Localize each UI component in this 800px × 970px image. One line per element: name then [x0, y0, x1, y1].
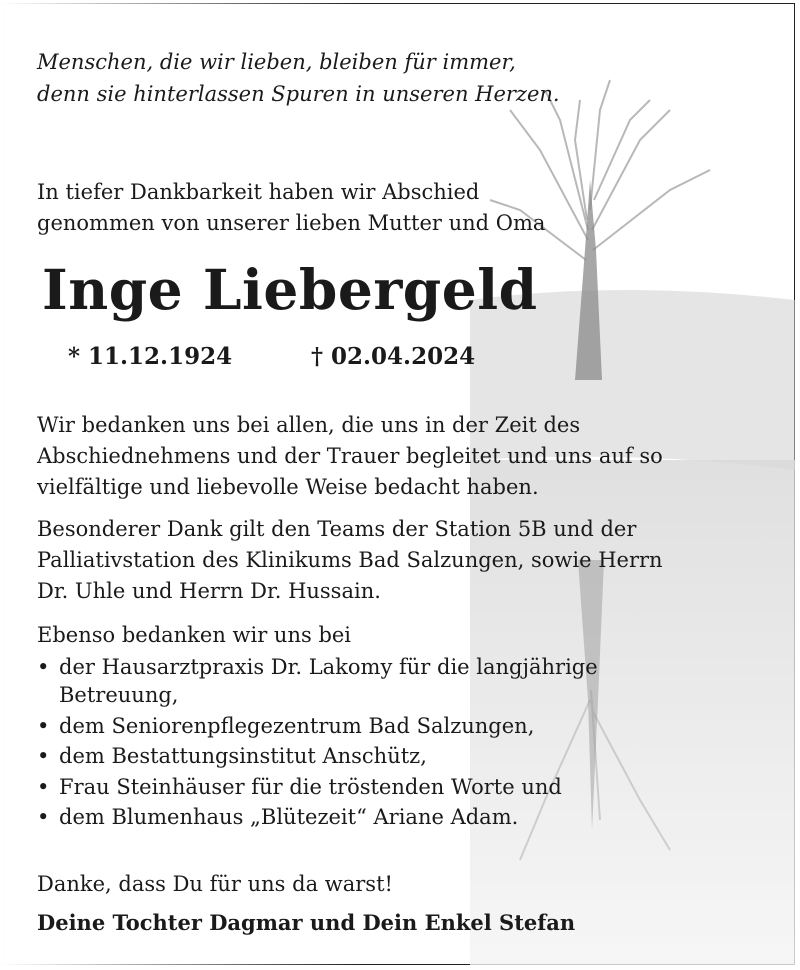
also-thanks-intro: Ebenso bedanken wir uns bei — [37, 623, 352, 647]
special-thanks-line-3: Dr. Uhle und Herrn Dr. Hussain. — [37, 579, 381, 603]
bullet-text: Betreuung, — [59, 683, 179, 707]
bullet-item-5 — [37, 802, 518, 832]
bullet-item-4 — [37, 772, 562, 802]
bullet-dot: • — [37, 744, 50, 768]
deceased-name: Inge Liebergeld — [42, 257, 538, 322]
motto-line-2: denn sie hinterlassen Spuren in unseren Herzen. — [37, 82, 560, 106]
intro-line-1: In tiefer Dankbarkeit haben wir Abschied — [37, 180, 480, 204]
special-thanks-line-1: Besonderer Dank gilt den Teams der Station 5B und der — [37, 517, 637, 541]
death-date: † 02.04.2024 — [311, 343, 476, 370]
bullet-item-1 — [37, 652, 598, 682]
thanks-line-2: Abschiednehmens und der Trauer begleitet und uns auf so — [37, 444, 663, 468]
bullet-text: der Hausarztpraxis Dr. Lakomy für die langjährige — [59, 655, 598, 679]
bullet-dot: • — [37, 775, 50, 799]
motto-line-1: Menschen, die wir lieben, bleiben für immer, — [37, 50, 516, 74]
bullet-text: dem Bestattungsinstitut Anschütz, — [59, 744, 427, 768]
intro-line-2: genommen von unserer lieben Mutter und Oma — [37, 211, 546, 235]
thanks-line-1: Wir bedanken uns bei allen, die uns in der Zeit des — [37, 413, 581, 437]
bullet-text: dem Blumenhaus „Blütezeit“ Ariane Adam. — [59, 805, 519, 829]
bullet-dot: • — [37, 655, 50, 679]
bullet-dot: • — [37, 805, 50, 829]
bullet-item-3 — [37, 741, 427, 771]
bullet-text: dem Seniorenpflegezentrum Bad Salzungen, — [59, 714, 535, 738]
special-thanks-line-2: Palliativstation des Klinikums Bad Salzungen, sowie Herrn — [37, 548, 663, 572]
signature-line: Deine Tochter Dagmar und Dein Enkel Stefan — [37, 910, 576, 935]
bullet-item-1-continued — [37, 680, 178, 710]
bullet-dot: • — [37, 714, 50, 738]
thanks-line-3: vielfältige und liebevolle Weise bedacht haben. — [37, 475, 539, 499]
bullet-item-2 — [37, 711, 534, 741]
closing-line: Danke, dass Du für uns da warst! — [37, 872, 393, 896]
birth-date: * 11.12.1924 — [68, 343, 233, 370]
bullet-text: Frau Steinhäuser für die tröstenden Worte und — [59, 775, 562, 799]
